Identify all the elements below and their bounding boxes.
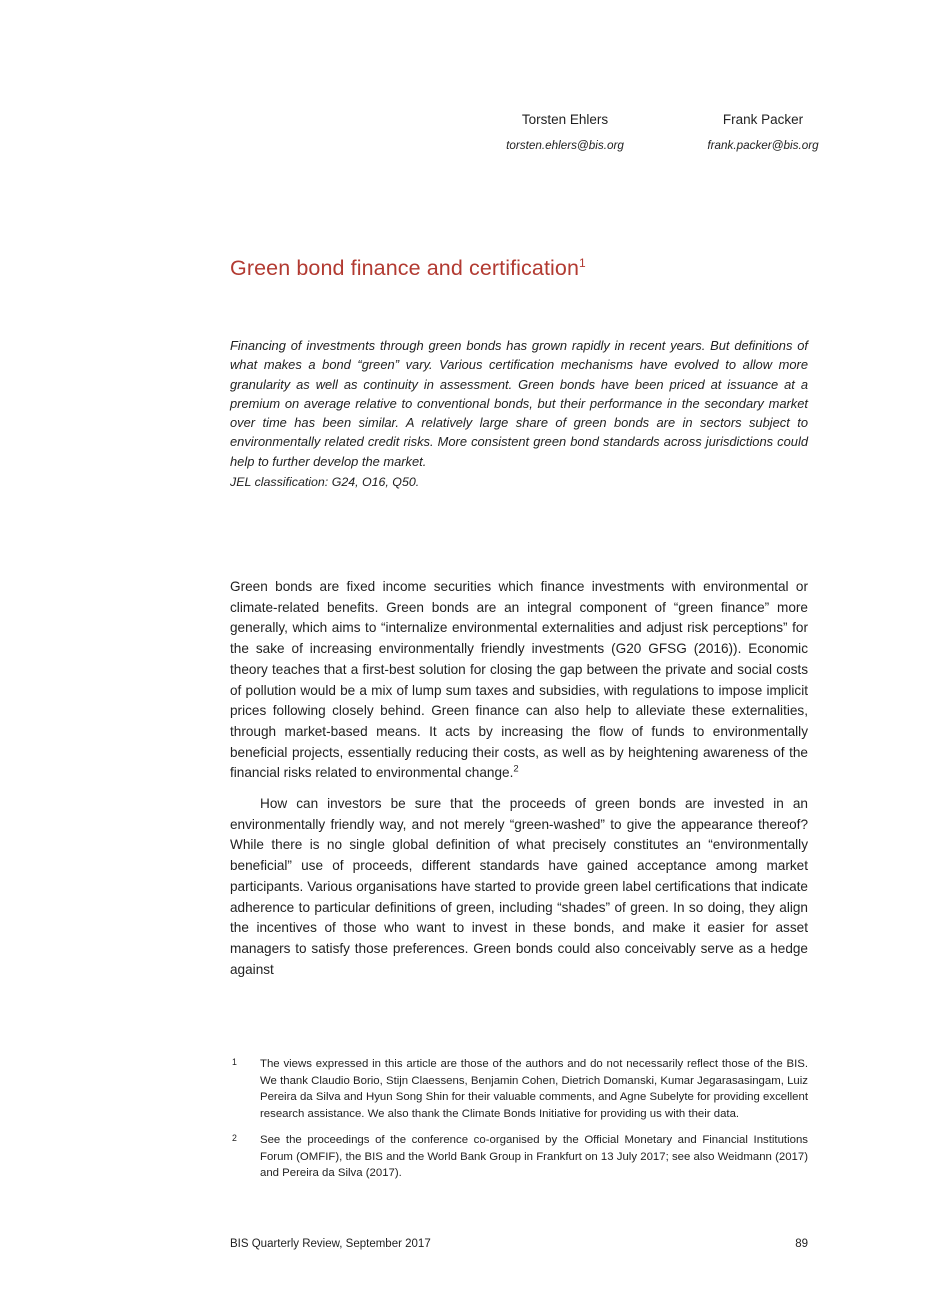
- author-name: Torsten Ehlers: [521, 112, 609, 127]
- article-body: [230, 577, 808, 990]
- author-email-link[interactable]: torsten.ehlers@bis.org: [506, 139, 624, 152]
- footnote-2: [230, 1132, 808, 1182]
- footnote-marker: 2: [232, 1132, 237, 1143]
- abstract: Financing of investments through green bonds has grown rapidly in recent years. But definitions of what makes a bond “green” vary. Various certification mechanisms have evolved to allow more granularity as well as continuity in assessment. Green bonds have been priced at issuance at a premium on average relative to conventional bonds, but their performance in the secondary market over time has been similar. A relatively large share of green bonds are in sectors subject to environmentally related credit risks. More consistent green bond standards across jurisdictions could help to further develop the market.: [230, 338, 808, 469]
- footnote-text: See the proceedings of the conference co-organised by the Official Monetary and Financial Institutions Forum (OMFIF), the BIS and the World Bank Group in Frankfurt on 13 July 2017; see also Weidmann (2017) and Pereira da Silva (2017).: [260, 1133, 808, 1180]
- footnotes-section: [230, 1056, 808, 1191]
- author-frank-packer: [707, 112, 818, 152]
- author-name: Frank Packer: [722, 112, 804, 127]
- paragraph-text: How can investors be sure that the proceeds of green bonds are invested in an environmentally friendly way, and not merely “green-washed” to give the appearance thereof? While there is no single global definition of what precisely constitutes an “environmentally beneficial” use of proceeds, different standards have gained acceptance among market participants. Various organisations have started to provide green label certifications that indicate adherence to particular definitions of green, including “shades” of green. In so doing, they align the incentives of those who want to invest in these bonds, and make it easier for asset managers to satisfy those preferences. Green bonds could also conceivably serve as a hedge against: [230, 796, 808, 977]
- footnote-1: [230, 1056, 808, 1123]
- title-footnote-marker: 1: [579, 255, 586, 270]
- footnote-marker: 1: [232, 1057, 237, 1067]
- journal-name: BIS Quarterly Review, September 2017: [230, 1238, 431, 1250]
- body-paragraph-1: [230, 577, 808, 784]
- paragraph-text: Green bonds are fixed income securities which finance investments with environmental or climate-related benefits. Green bonds are an integral component of “green finance” more generally, which aims to “internalize environmental externalities and adjust risk perceptions” for the sake of increasing environmentally friendly investments (G20 GFSG (2016)). Economic theory teaches that a first-best solution for closing the gap between the private and social costs of pollution would be a mix of lump sum taxes and subsidies, with regulations to impose implicit prices following closely behind. Green finance can also help to alleviate these externalities, through market-based means. It acts by increasing the flow of funds to environmentally beneficial projects, essentially reducing their costs, as well as by heightening awareness of the financial risks related to environmental change.: [230, 579, 808, 781]
- author-email-link[interactable]: frank.packer@bis.org: [707, 139, 819, 152]
- footnote-2-reference: 2: [513, 763, 519, 775]
- body-paragraph-2: [230, 794, 808, 980]
- author-block: [230, 112, 819, 172]
- footnote-text: The views expressed in this article are those of the authors and do not necessarily reflect those of the BIS. We thank Claudio Borio, Stijn Claessens, Benjamin Cohen, Dietrich Domanski, Kumar Jegarasasingam, Luiz Pereira da Silva and Hyun Song Shin for their valuable comments, and Agne Subelyte for providing excellent research assistance. We also thank the Climate Bonds Initiative for providing us with their data.: [260, 1058, 808, 1121]
- article-title-text: Green bond finance and certification: [230, 256, 580, 280]
- author-torsten-ehlers: [506, 112, 624, 152]
- article-title: [230, 256, 808, 281]
- page-footer: [230, 1238, 808, 1250]
- jel-classification: JEL classification: G24, O16, Q50.: [230, 475, 420, 489]
- page-number: 89: [795, 1238, 808, 1250]
